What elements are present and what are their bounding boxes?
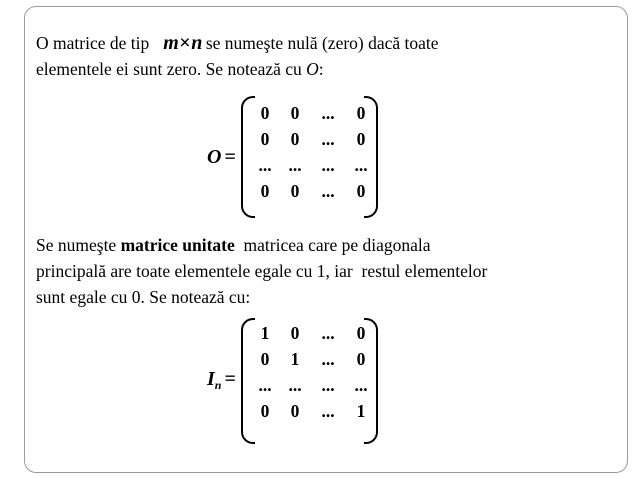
matrix-cell: 0 [356, 348, 366, 369]
equals-sign: = [224, 146, 236, 168]
matrix-cell: 0 [356, 322, 366, 343]
identity-matrix [250, 320, 376, 424]
matrix-cell: 0 [290, 128, 300, 149]
matrix-cell: ... [258, 154, 272, 175]
label-i: I [207, 368, 215, 390]
matrix-cell: ... [321, 322, 335, 343]
matrix-cell: 0 [260, 180, 270, 201]
notation-o: O [306, 59, 319, 79]
symbol-n: n [191, 32, 203, 54]
times-symbol: × [179, 32, 192, 54]
label-o: O [207, 146, 222, 168]
matrix-cell: ... [321, 154, 335, 175]
matrix-cell: ... [321, 374, 335, 395]
matrix-cell: 0 [260, 348, 270, 369]
term-matrice-unitate: matrice unitate [120, 235, 235, 255]
subscript-n: n [214, 378, 222, 392]
definition-line-1 [36, 232, 487, 258]
matrix-cell: ... [288, 154, 302, 175]
matrix-cell: 0 [290, 180, 300, 201]
matrix-cell: 0 [356, 102, 366, 123]
matrix-cell: ... [321, 180, 335, 201]
matrix-cell: ... [321, 400, 335, 421]
colon: : [318, 59, 324, 79]
matrix-cell: 0 [260, 400, 270, 421]
definition-line-2: principală are toate elementele egale cu 1, iar restul elementelor [36, 261, 488, 281]
matrix-cell: 0 [260, 102, 270, 123]
zero-matrix [250, 100, 376, 204]
matrix-cell: 0 [356, 128, 366, 149]
matrix-cell: 0 [356, 180, 366, 201]
identity-matrix-label [207, 368, 236, 393]
definition-line-1 [36, 30, 439, 56]
matrix-cell: 0 [290, 322, 300, 343]
zero-matrix-definition [36, 30, 439, 82]
matrix-cell: 1 [260, 322, 270, 343]
zero-matrix-label [207, 146, 236, 169]
text-line2: elementele ei sunt zero. Se notează cu [36, 59, 307, 79]
text-pre: Se numeşte [36, 235, 121, 255]
matrix-cell: 1 [356, 400, 366, 421]
matrix-cell: ... [354, 154, 368, 175]
definition-line-3: sunt egale cu 0. Se notează cu: [36, 287, 251, 307]
matrix-cell: 1 [290, 348, 300, 369]
symbol-m: m [163, 32, 180, 54]
text-post: matricea care pe diagonala [234, 235, 431, 255]
matrix-cell: ... [354, 374, 368, 395]
identity-matrix-definition [36, 232, 487, 310]
text-suffix: se numeşte nulă (zero) dacă toate [205, 33, 439, 53]
matrix-cell: ... [288, 374, 302, 395]
matrix-cell: 0 [260, 128, 270, 149]
definition-line-2 [36, 56, 439, 82]
matrix-cell: ... [321, 102, 335, 123]
matrix-cell: 0 [290, 102, 300, 123]
text-prefix: O matrice de tip [36, 33, 150, 53]
matrix-cell: ... [321, 348, 335, 369]
matrix-cell: ... [321, 128, 335, 149]
dimension-formula [163, 30, 203, 56]
matrix-cell: ... [258, 374, 272, 395]
equals-sign: = [224, 368, 236, 390]
matrix-cell: 0 [290, 400, 300, 421]
